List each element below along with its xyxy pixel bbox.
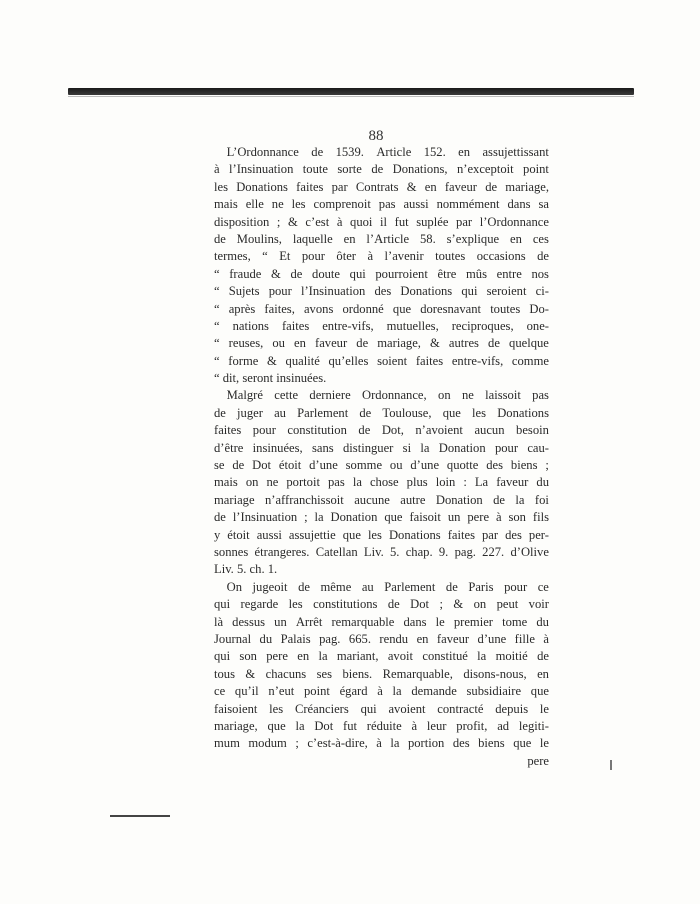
top-rule-shadow — [68, 96, 634, 97]
text-line: mum modum ; c’est-à-dire, à la portion des biens que le — [214, 736, 549, 751]
text-line: mariage, que la Dot fut réduite à leur profit, ad legiti- — [214, 718, 549, 733]
text-line: mais on ne portoit pas la chose plus loin : La faveur du — [214, 475, 549, 490]
text-line: qui son pere en la mariant, avoit constitué la moitié de — [214, 649, 549, 664]
text-line: L’Ordonnance de 1539. Article 152. en assujettissant — [214, 145, 549, 159]
text-line: sonnes étrangeres. Catellan Liv. 5. chap. 9. pag. 227. d’Olive — [214, 544, 549, 559]
page-number: 88 — [368, 128, 384, 144]
margin-tick — [610, 760, 612, 770]
text-line: “ Sujets pour l’Insinuation des Donations qui seroient ci- — [214, 284, 549, 299]
text-line: pere — [527, 753, 549, 768]
paragraph — [214, 144, 549, 387]
text-line: d’être insinuées, sans distinguer si la Donation pour cau- — [214, 440, 549, 455]
text-line: tous & chacuns ses biens. Remarquable, disons-nous, en — [214, 666, 549, 681]
text-line: faisoient les Créanciers qui avoient contracté depuis le — [214, 701, 549, 716]
text-line: disposition ; & c’est à quoi il fut suplée par l’Ordonnance — [214, 214, 549, 229]
body-text — [214, 144, 549, 770]
text-line: de Moulins, laquelle en l’Article 58. s’explique en ces — [214, 231, 549, 246]
text-line: On jugeoit de même au Parlement de Paris pour ce — [214, 579, 549, 594]
text-line: faites pour constitution de Dot, n’avoient aucun besoin — [214, 423, 549, 438]
text-line: termes, “ Et pour ôter à l’avenir toutes occasions de — [214, 249, 549, 264]
text-line: Malgré cette derniere Ordonnance, on ne laissoit pas — [214, 388, 549, 403]
text-line: là dessus un Arrêt remarquable dans le premier tome du — [214, 614, 549, 629]
text-line: “ reuses, ou en faveur de mariage, & autres de quelque — [214, 336, 549, 351]
text-line: y étoit aussi assujettie que les Donations faites par des per- — [214, 527, 549, 542]
text-line: se de Dot étoit d’une somme ou d’une quotte des biens ; — [214, 458, 549, 473]
text-line: ce qu’il n’eut point égard à la demande subsidiaire que — [214, 684, 549, 699]
text-line: “ forme & qualité qu’elles soient faites entre-vifs, comme — [214, 353, 549, 368]
text-line: à l’Insinuation toute sorte de Donations, n’exceptoit point — [214, 162, 549, 177]
paragraph — [214, 579, 549, 770]
text-line: “ nations faites entre-vifs, mutuelles, reciproques, one- — [214, 318, 549, 333]
text-line: “ après faites, avons ordonné que doresnavant toutes Do- — [214, 301, 549, 316]
text-line: de juger au Parlement de Toulouse, que les Donations — [214, 405, 549, 420]
paragraph — [214, 387, 549, 578]
text-line: Journal du Palais pag. 665. rendu en faveur d’une fille à — [214, 631, 549, 646]
bottom-mark — [110, 815, 170, 817]
text-line: de l’Insinuation ; la Donation que faisoit un pere à son fils — [214, 510, 549, 525]
top-rule — [68, 88, 634, 95]
text-line: mais elle ne les comprenoit pas aussi nommément dans sa — [214, 197, 549, 212]
text-line: mariage n’affranchissoit aucune autre Donation de la foi — [214, 492, 549, 507]
text-line: “ dit, seront insinuées. — [214, 371, 327, 386]
text-line: “ fraude & de doute qui pourroient être mûs entre nos — [214, 266, 549, 281]
text-line: Liv. 5. ch. 1. — [214, 562, 278, 577]
text-line: qui regarde les constitutions de Dot ; & on peut voir — [214, 597, 549, 612]
text-line: les Donations faites par Contrats & en faveur de mariage, — [214, 179, 549, 194]
